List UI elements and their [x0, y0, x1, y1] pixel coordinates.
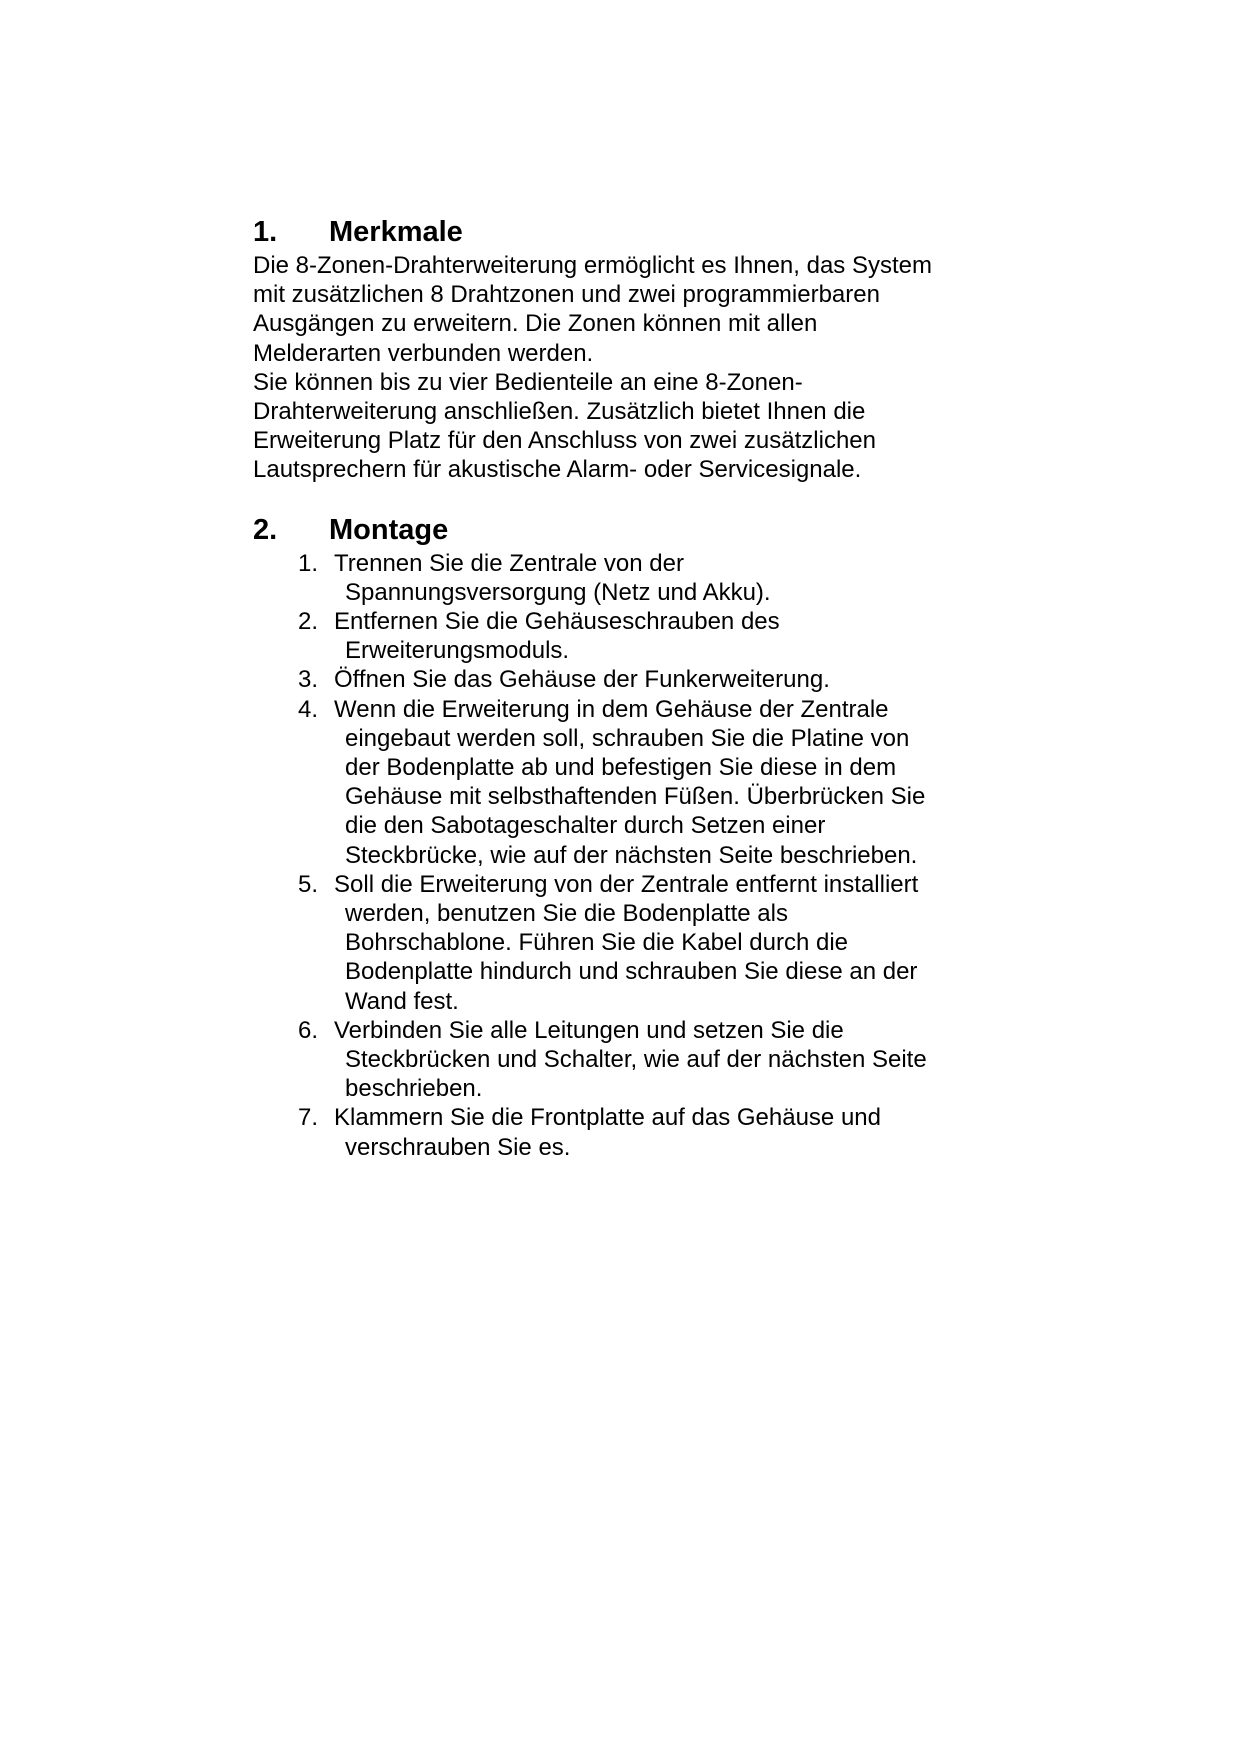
installation-steps-list [253, 549, 1013, 1162]
list-item [298, 665, 1013, 694]
step-text [334, 1016, 1013, 1104]
step-line: Wenn die Erweiterung in dem Gehäuse der Zentrale [334, 695, 889, 723]
step-line: Steckbrücke, wie auf der nächsten Seite beschrieben. [345, 841, 918, 869]
step-number: 4. [298, 695, 319, 723]
step-text [334, 607, 1013, 665]
section-title: Merkmale [329, 216, 463, 248]
step-line: Spannungsversorgung (Netz und Akku). [345, 578, 771, 606]
step-number: 6. [298, 1016, 319, 1044]
step-line: Bohrschablone. Führen Sie die Kabel durch die [345, 929, 848, 957]
step-number: 7. [298, 1104, 319, 1132]
step-line: Entfernen Sie die Gehäuseschrauben des [334, 608, 780, 636]
step-line: Bodenplatte hindurch und schrauben Sie diese an der [345, 958, 918, 986]
paragraph-line: Die 8-Zonen-Drahterweiterung ermöglicht es Ihnen, das System [253, 252, 932, 279]
step-line: Klammern Sie die Frontplatte auf das Gehäuse und [334, 1104, 881, 1132]
step-line: der Bodenplatte ab und befestigen Sie diese in dem [345, 754, 897, 782]
step-line: Erweiterungsmoduls. [345, 637, 570, 665]
step-number: 1. [298, 549, 319, 577]
step-text [334, 665, 1013, 694]
list-item [298, 1103, 1013, 1161]
list-item [298, 695, 1013, 870]
step-text [334, 1103, 1013, 1161]
step-text [334, 549, 1013, 607]
step-number: 5. [298, 870, 319, 898]
step-line: die den Sabotageschalter durch Setzen einer [345, 812, 826, 840]
step-line: beschrieben. [345, 1075, 483, 1103]
step-line: Verbinden Sie alle Leitungen und setzen Sie die [334, 1016, 844, 1044]
step-line: eingebaut werden soll, schrauben Sie die Platine von [345, 724, 910, 752]
step-line: Steckbrücken und Schalter, wie auf der nächsten Seite [345, 1046, 927, 1074]
step-text [334, 870, 1013, 1016]
step-line: verschrauben Sie es. [345, 1133, 571, 1161]
list-item [298, 549, 1013, 607]
paragraph-line: Ausgängen zu erweitern. Die Zonen können mit allen [253, 310, 818, 338]
step-number: 2. [298, 608, 319, 636]
page-content [253, 213, 1013, 1162]
paragraph-line: Lautsprechern für akustische Alarm- oder Servicesignale. [253, 456, 862, 484]
step-line: Öffnen Sie das Gehäuse der Funkerweiterung. [334, 666, 830, 694]
paragraph-line: mit zusätzlichen 8 Drahtzonen und zwei programmierbaren [253, 281, 880, 309]
section-number: 2. [253, 513, 278, 546]
paragraph-line: Sie können bis zu vier Bedienteile an eine 8-Zonen- [253, 368, 803, 396]
section-title: Montage [329, 513, 449, 546]
list-item [298, 607, 1013, 665]
list-item [298, 870, 1013, 1016]
section-heading-features [253, 213, 1013, 251]
section-heading-installation [253, 511, 1013, 549]
section-number: 1. [253, 216, 278, 248]
paragraph-line: Erweiterung Platz für den Anschluss von zwei zusätzlichen [253, 427, 876, 455]
step-number: 3. [298, 666, 319, 694]
step-line: Wand fest. [345, 987, 459, 1015]
step-line: werden, benutzen Sie die Bodenplatte als [345, 900, 788, 928]
step-line: Gehäuse mit selbsthaftenden Füßen. Überbrücken Sie [345, 783, 926, 811]
paragraph-line: Melderarten verbunden werden. [253, 339, 594, 367]
step-line: Soll die Erweiterung von der Zentrale entfernt installiert [334, 870, 919, 898]
list-item [298, 1016, 1013, 1104]
paragraph-line: Drahterweiterung anschließen. Zusätzlich bietet Ihnen die [253, 398, 866, 426]
features-paragraph [253, 251, 1013, 485]
step-line: Trennen Sie die Zentrale von der [334, 549, 684, 577]
step-text [334, 695, 1013, 870]
